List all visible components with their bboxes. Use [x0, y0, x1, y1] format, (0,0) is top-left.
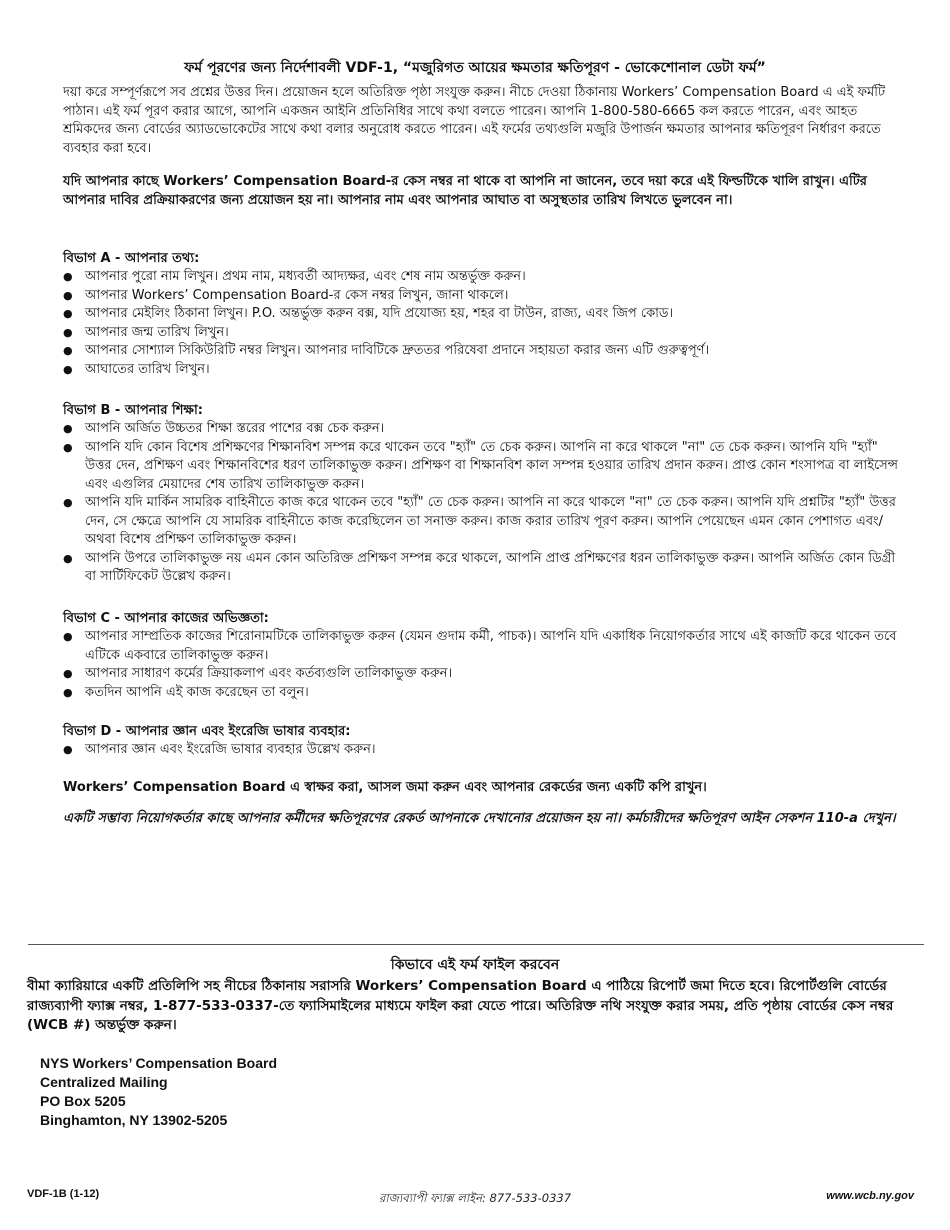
intro-paragraph: দয়া করে সম্পূর্ণরূপে সব প্রশ্নের উত্তর দিন। প্রয়োজন হলে অতিরিক্ত পৃষ্ঠা সংযুক্ত করুন। নীচে দেওয়া ঠিকানায় Workers’ Compensation Board এ এই ফর্মটি পাঠান। এই ফর্ম পূরণ করার আগে, আপনি একজন আইনি প্রতিনিধির সাথে কথা বলতে পারেন। আপনি 1-800-580-6665 কল করতে পারেন, এবং আহত শ্রমিকদের জন্য বোর্ডের অ্যাডভোকেটের সাথে কথা বলার অনুরোধ করতে পারেন। এই ফর্মের তথ্যগুলি মজুরি উপার্জন ক্ষমতার আপনার ক্ষতিপূরণ নির্ধারণ করতে ব্যবহার করা হবে।	[63, 85, 886, 156]
page-title: ফর্ম পূরণের জন্য নির্দেশাবলী VDF-1, “মজুরিগত আয়ের ক্ষমতার ক্ষতিপূরণ - ভোকেশোনাল ডেটা ফর্ম”	[184, 60, 766, 76]
list-item: ● আপনার মেইলিং ঠিকানা লিখুন। P.O. অন্তর্ভুক্ত করুন বক্স, যদি প্রযোজ্য হয়, শহর বা টাউন, রাজ্য, এবং জিপ কোড।	[63, 305, 908, 324]
address-line: Centralized Mailing	[40, 1074, 168, 1090]
list-item: ● আপনার Workers’ Compensation Board-র কেস নম্বর লিখুন, জানা থাকলে।	[63, 287, 908, 306]
list-item: ● আঘাতের তারিখ লিখুন।	[63, 361, 908, 380]
address-line: PO Box 5205	[40, 1093, 126, 1109]
list-item: ● আপনার সাম্প্রতিক কাজের শিরোনামটিকে তালিকাভুক্ত করুন (যেমন গুদাম কর্মী, পাচক)। আপনি যদি একাধিক নিয়োগকর্তার সাথে এই কাজটি করে থাকেন তবে এটিকে একবারে তালিকাভুক্ত করুন।	[63, 628, 908, 665]
address-line: NYS Workers’ Compensation Board	[40, 1055, 278, 1071]
section-b-heading: বিভাগ B - আপনার শিক্ষা:	[63, 403, 203, 418]
disclaimer: একটি সম্ভাব্য নিয়োগকর্তার কাছে আপনার কর্মীদের ক্ষতিপূরণের রেকর্ড আপনাকে দেখানোর প্রয়োজন হয় না। কর্মচারীদের ক্ষতিপূরণ আইন সেকশন 110-a দেখুন।	[63, 811, 896, 826]
list-item: ● আপনার পুরো নাম লিখুন। প্রথম নাম, মধ্যবর্তী আদ্যক্ষর, এবং শেষ নাম অন্তর্ভুক্ত করুন।	[63, 268, 908, 287]
divider	[28, 944, 924, 945]
list-item: ● আপনার সাধারণ কর্মের ক্রিয়াকলাপ এবং কর্তব্যগুলি তালিকাভুক্ত করুন।	[63, 665, 908, 684]
list-item: ● আপনার জ্ঞান এবং ইংরেজি ভাষার ব্যবহার উল্লেখ করুন।	[63, 741, 908, 760]
address-line: Binghamton, NY 13902-5205	[40, 1112, 228, 1128]
form-id: VDF-1B (1-12)	[27, 1188, 100, 1200]
section-d-heading: বিভাগ D - আপনার জ্ঞান এবং ইংরেজি ভাষার ব্যবহার:	[63, 724, 351, 739]
section-a-heading: বিভাগ A - আপনার তথ্য:	[63, 251, 200, 266]
mailing-address	[40, 1054, 277, 1130]
case-number-note: যদি আপনার কাছে Workers’ Compensation Board-র কেস নম্বর না থাকে বা আপনি না জানেন, তবে দয়া করে এই ফিল্ডটিকে খালি রাখুন। এটির আপনার দাবির প্রক্রিয়াকরণের জন্য প্রয়োজন হয় না। আপনার নাম এবং আপনার আঘাত বা অসুস্থতার তারিখ লিখতে ভুলবেন না।	[63, 174, 867, 208]
section-c-heading: বিভাগ C - আপনার কাজের অভিজ্ঞতা:	[63, 611, 269, 626]
list-item: ● আপনি উপরে তালিকাভুক্ত নয় এমন কোন অতিরিক্ত প্রশিক্ষণ সম্পন্ন করে থাকলে, আপনি প্রাপ্ত প্রশিক্ষণের ধরন তালিকাভুক্ত করুন। আপনি অর্জিত কোন ডিগ্রী বা সার্টিফিকেট উল্লেখ করুন।	[63, 550, 908, 587]
section-d	[63, 722, 908, 760]
list-item: ● আপনার জন্ম তারিখ লিখুন।	[63, 324, 908, 343]
fax-line: রাজ্যব্যাপী ফ্যাক্স লাইন: 877-533-0337	[378, 1191, 572, 1205]
list-item: ● আপনার সোশ্যাল সিকিউরিটি নম্বর লিখুন। আপনার দাবিটিকে দ্রুততর পরিষেবা প্রদানে সহায়তা করার জন্য এটি গুরুত্বপূর্ণ।	[63, 342, 908, 361]
list-item: ● আপনি যদি মার্কিন সামরিক বাহিনীতে কাজ করে থাকেন তবে "হ্যাঁ" তে চেক করুন। আপনি না করে থাকলে "না" তে চেক করুন। আপনি যদি প্রশ্নটির "হ্যাঁ" উত্তর দেন, সে ক্ষেত্রে আপনি যে সামরিক বাহিনীতে কাজ করেছিলেন তা সনাক্ত করুন। কাজ করার তারিখ পূরণ করুন। আপনি পেয়েছেন এমন কোন পেশাগত এবং/অথবা বিশেষ প্রশিক্ষণ তালিকাভুক্ত করুন।	[63, 494, 908, 550]
list-item: ● কতদিন আপনি এই কাজ করেছেন তা বলুন।	[63, 684, 908, 703]
list-item: ● আপনি অর্জিত উচ্চতর শিক্ষা স্তরের পাশের বক্স চেক করুন।	[63, 420, 908, 439]
section-b	[63, 401, 908, 587]
how-to-file-title: কিভাবে এই ফর্ম ফাইল করবেন	[390, 957, 560, 973]
website-link[interactable]: www.wcb.ny.gov	[826, 1190, 914, 1202]
section-c	[63, 609, 908, 702]
sign-instruction: Workers’ Compensation Board এ স্বাক্ষর করা, আসল জমা করুন এবং আপনার রেকর্ডের জন্য একটি কপি রাখুন।	[63, 780, 707, 795]
how-to-file-body: বীমা ক্যারিয়ারে একটি প্রতিলিপি সহ নীচের ঠিকানায় সরাসরি Workers’ Compensation Board এ পাঠিয়ে রিপোর্ট জমা দিতে হবে। রিপোর্টগুলি বোর্ডের রাজ্যব্যাপী ফ্যাক্স নম্বর, 1-877-533-0337-তে ফ্যাসিমাইলের মাধ্যমে ফাইল করা যেতে পারে। অতিরিক্ত নথি সংযুক্ত করার সময়, প্রতি পৃষ্ঠায় বোর্ডের কেস নম্বর (WCB #) অন্তর্ভুক্ত করুন।	[27, 978, 894, 1033]
section-a	[63, 249, 908, 379]
list-item: ● আপনি যদি কোন বিশেষ প্রশিক্ষণের শিক্ষানবিশ সম্পন্ন করে থাকেন তবে "হ্যাঁ" তে চেক করুন। আপনি না করে থাকলে "না" তে চেক করুন। আপনি যদি "হ্যাঁ" উত্তর দেন, প্রশিক্ষণ এবং শিক্ষানবিশের ধরণ তালিকাভুক্ত করুন। প্রশিক্ষণ বা শিক্ষানবিশ কাল সম্পন্ন হওয়ার তারিখ প্রদান করুন। প্রাপ্ত কোন শংসাপত্র বা লাইসেন্স এবং এগুলির মেয়াদের শেষ তারিখ তালিকাভুক্ত করুন।	[63, 439, 908, 495]
